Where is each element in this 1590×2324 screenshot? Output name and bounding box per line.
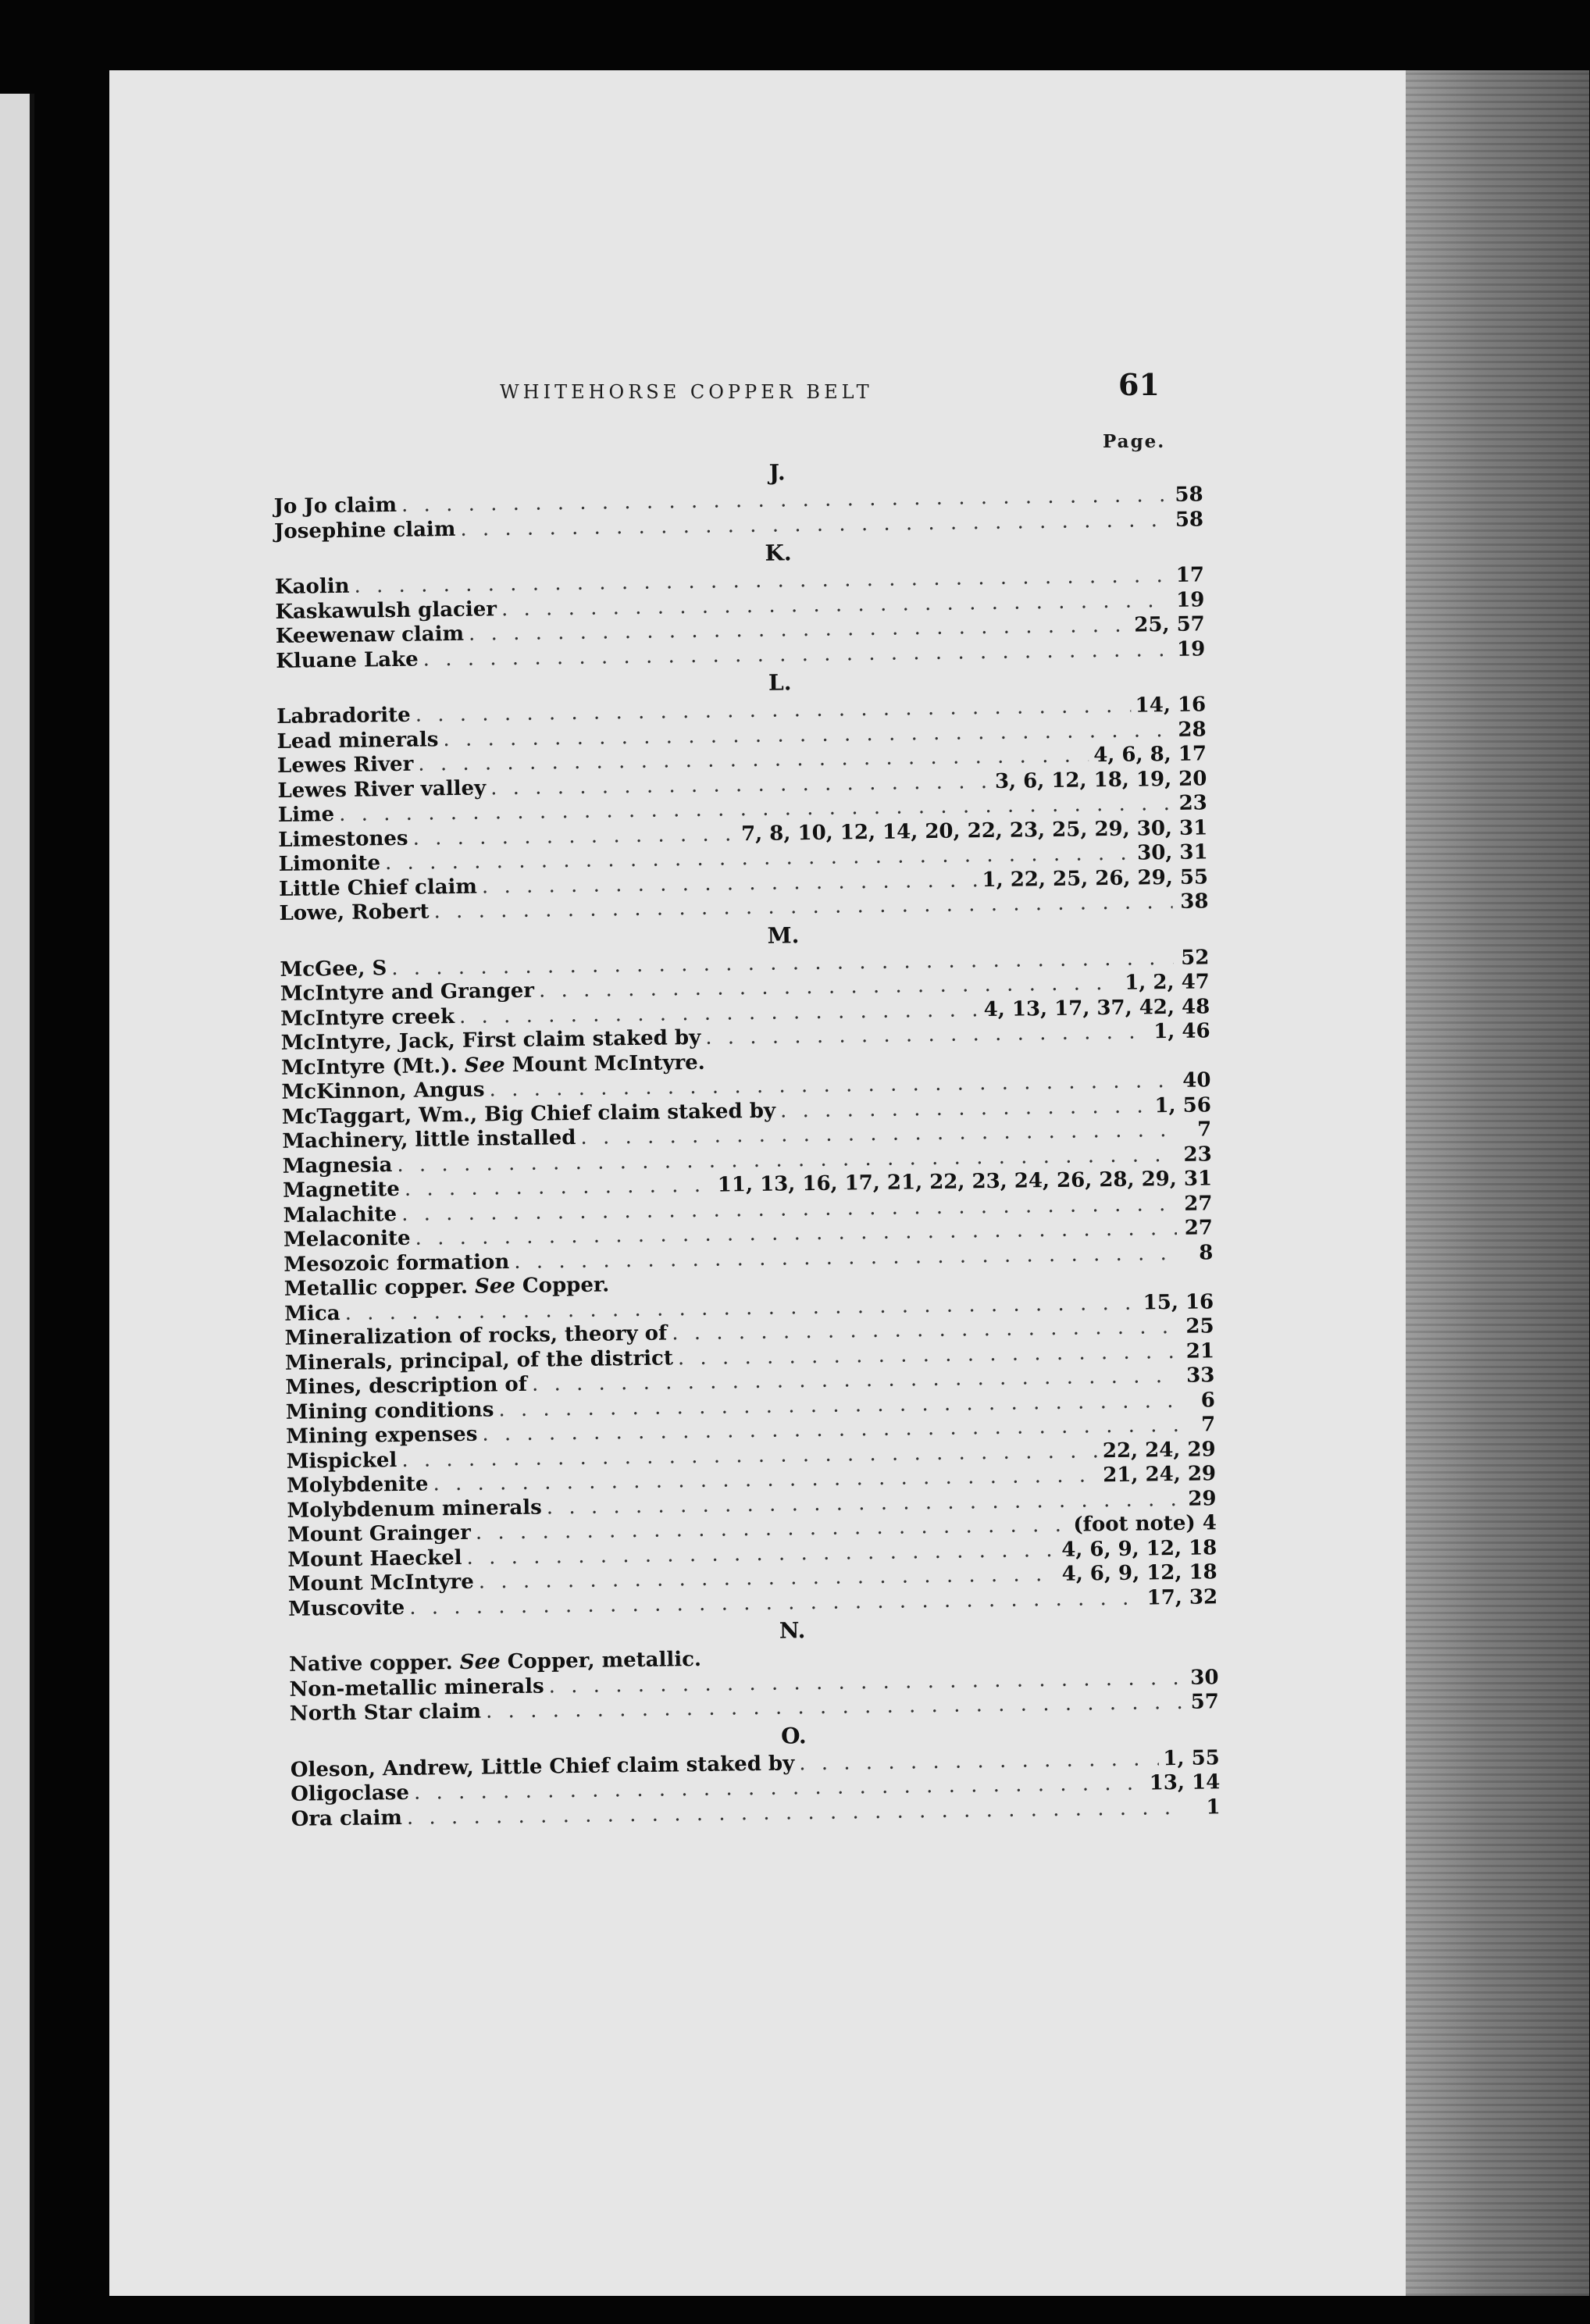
entry-pages: 1, 22, 25, 26, 29, 55 — [982, 864, 1209, 892]
entry-term: Machinery, little installed — [282, 1126, 576, 1153]
entry-pages: 1 — [1206, 1795, 1221, 1820]
cross-reference: Mount McIntyre. — [512, 1050, 705, 1077]
entry-term: Magnesia — [282, 1153, 393, 1178]
entry-term: Metallic copper. — [283, 1274, 469, 1301]
entry-pages: 58 — [1175, 507, 1204, 532]
entry-pages: 21, 24, 29 — [1103, 1462, 1217, 1488]
entry-pages: 40 — [1182, 1068, 1211, 1092]
entry-term: Jo Jo claim — [273, 493, 398, 519]
entry-name — [288, 1595, 405, 1621]
entry-pages: 6 — [1200, 1388, 1215, 1413]
section-letter: J. — [768, 459, 786, 486]
entry-pages: 21 — [1185, 1338, 1215, 1363]
entry-term: Mesozoic formation — [283, 1249, 510, 1277]
dot-leader — [706, 1659, 1182, 1666]
entry-term: Minerals, principal, of the district — [284, 1346, 674, 1375]
entry-name — [280, 1005, 455, 1032]
entry-pages: 58 — [1175, 483, 1203, 507]
section-letter: O. — [780, 1722, 807, 1749]
entry-pages: 4, 13, 17, 37, 42, 48 — [983, 994, 1210, 1021]
entry-name — [283, 1203, 397, 1228]
entry-term: McIntyre, Jack, First claim staked by — [280, 1025, 701, 1055]
entry-pages: 1, 56 — [1154, 1092, 1212, 1117]
entry-term: Lewes River valley — [277, 775, 487, 803]
section-letter: L. — [768, 669, 792, 696]
entry-pages: 22, 24, 29 — [1102, 1437, 1216, 1463]
entry-term: Melaconite — [283, 1226, 411, 1252]
entry-name — [276, 704, 411, 730]
entry-pages — [1179, 1062, 1210, 1063]
section-letter: K. — [765, 540, 792, 566]
entry-name — [286, 1423, 477, 1450]
entry-term: Magnetite — [282, 1177, 401, 1203]
entry-term: Limestones — [278, 826, 408, 852]
entry-term: Mica — [284, 1301, 340, 1326]
entry-term: Non-metallic minerals — [289, 1674, 544, 1702]
entry-pages: 7, 8, 10, 12, 14, 20, 22, 23, 25, 29, 30, 31 — [740, 815, 1208, 846]
entry-name — [275, 597, 497, 625]
entry-term: McKinnon, Angus — [281, 1078, 485, 1104]
entry-name — [279, 851, 381, 877]
entry-name — [287, 1449, 398, 1474]
entry-name — [289, 1674, 544, 1702]
entry-term: Oleson, Andrew, Little Chief claim staked by — [290, 1751, 795, 1782]
entry-name — [288, 1570, 474, 1598]
entry-name — [291, 1781, 409, 1807]
entry-name — [291, 1805, 403, 1831]
page-column-label: Page. — [1103, 431, 1166, 452]
entry-term: Little Chief claim — [278, 875, 478, 901]
entry-term: Malachite — [283, 1202, 398, 1228]
entry-name — [278, 826, 408, 853]
entry-name — [278, 803, 335, 828]
entry-term: Lime — [277, 803, 335, 827]
entry-term: Muscovite — [287, 1595, 405, 1621]
adjacent-page-edge — [30, 94, 34, 2324]
entry-name — [274, 494, 398, 520]
entry-pages: 25 — [1185, 1314, 1214, 1338]
entry-term: Mount McIntyre — [287, 1570, 474, 1596]
entry-term: McTaggart, Wm., Big Chief claim staked by — [281, 1099, 776, 1129]
entry-term: Mines, description of — [285, 1372, 528, 1399]
entry-term: Josephine claim — [273, 517, 456, 544]
entry-pages: 7 — [1200, 1413, 1216, 1437]
entry-term: Mining expenses — [286, 1422, 478, 1449]
dot-leader — [405, 1174, 713, 1203]
entry-term: McGee, S — [280, 956, 387, 982]
entry-name — [283, 1153, 393, 1179]
entry-name — [286, 1398, 494, 1425]
see-reference-word: See — [464, 1053, 505, 1078]
dot-leader — [710, 1062, 1175, 1068]
entry-name — [276, 728, 438, 754]
entry-term: Keewenaw claim — [275, 622, 465, 648]
entry-name — [277, 753, 414, 779]
entry-term: Kluane Lake — [276, 647, 419, 673]
section-letter: N. — [779, 1617, 806, 1644]
entry-name — [279, 875, 477, 902]
entry-term: Lowe, Robert — [279, 900, 430, 925]
see-reference-word: See — [459, 1650, 501, 1675]
entry-pages: (foot note) 4 — [1073, 1511, 1217, 1537]
entry-term: Lewes River — [276, 752, 414, 778]
entry-name — [277, 776, 486, 804]
entry-pages: 17 — [1175, 563, 1205, 587]
entry-pages: 4, 6, 9, 12, 18 — [1061, 1560, 1217, 1586]
entry-name — [276, 622, 465, 650]
entry-pages: 14, 16 — [1135, 693, 1207, 718]
entry-pages: 27 — [1184, 1191, 1213, 1216]
entry-pages: 3, 6, 12, 18, 19, 20 — [994, 766, 1207, 793]
page-stack-edge — [1406, 70, 1589, 2296]
entry-pages: 30, 31 — [1136, 840, 1208, 865]
entry-pages — [1182, 1283, 1214, 1284]
entry-name — [276, 647, 419, 674]
entry-pages: 38 — [1180, 889, 1209, 914]
entry-name — [287, 1473, 429, 1499]
entry-name — [280, 979, 535, 1007]
entry-name — [280, 957, 387, 982]
entry-pages: 4, 6, 8, 17 — [1093, 742, 1207, 768]
entry-name — [287, 1521, 471, 1549]
entry-term: Labradorite — [276, 703, 411, 729]
entry-term: McIntyre and Granger — [280, 978, 535, 1006]
entry-pages: 1, 2, 47 — [1125, 970, 1210, 995]
section-letter: M. — [767, 921, 800, 949]
running-head: WHITEHORSE COPPER BELT — [500, 381, 873, 403]
entry-pages: 30 — [1190, 1665, 1219, 1690]
entry-name — [283, 1178, 400, 1203]
entry-pages: 57 — [1190, 1690, 1220, 1714]
adjacent-page-strip — [0, 94, 30, 2324]
entry-pages: 23 — [1178, 791, 1207, 815]
entry-term: Molybdenum minerals — [287, 1495, 542, 1523]
cross-reference: Copper, metallic. — [507, 1647, 702, 1674]
entry-term: Mispickel — [286, 1448, 398, 1474]
entry-pages: 19 — [1176, 636, 1206, 661]
entry-pages: 19 — [1175, 587, 1205, 612]
entry-pages: 52 — [1180, 945, 1210, 970]
entry-term: Lead minerals — [276, 727, 439, 754]
entry-term: Mount Haeckel — [287, 1545, 462, 1572]
index-list — [273, 451, 1221, 1831]
entry-term: North Star claim — [289, 1699, 482, 1726]
entry-pages: 15, 16 — [1143, 1289, 1214, 1315]
entry-term: Kaskawulsh glacier — [275, 597, 497, 624]
entry-pages: 17, 32 — [1146, 1584, 1218, 1609]
entry-term: Mineralization of rocks, theory of — [284, 1321, 668, 1350]
entry-name — [275, 575, 350, 601]
entry-term: Limonite — [278, 851, 381, 876]
cross-reference: Copper. — [522, 1273, 610, 1298]
entry-term: Native copper. — [288, 1651, 453, 1677]
entry-pages: 33 — [1186, 1363, 1215, 1388]
entry-name — [283, 1227, 411, 1253]
entry-name — [290, 1700, 482, 1727]
see-reference-word: See — [474, 1274, 516, 1299]
entry-pages: 27 — [1184, 1216, 1214, 1240]
entry-pages: 1, 46 — [1153, 1019, 1210, 1044]
entry-term: Mining conditions — [285, 1397, 494, 1424]
entry-pages: 13, 14 — [1149, 1770, 1221, 1795]
entry-term: McIntyre creek — [280, 1004, 455, 1031]
page-number: 61 — [1118, 367, 1160, 402]
entry-name — [284, 1301, 340, 1326]
entry-pages: 11, 13, 16, 17, 21, 22, 23, 24, 26, 28, 29, 31 — [717, 1167, 1213, 1197]
entry-name — [283, 1250, 509, 1278]
entry-pages: 25, 57 — [1134, 612, 1205, 637]
entry-term: Oligoclase — [291, 1780, 410, 1806]
entry-name — [281, 1078, 484, 1106]
entry-name — [287, 1495, 542, 1524]
entry-term: Ora claim — [291, 1805, 403, 1831]
entry-term: McIntyre (Mt.). — [280, 1053, 458, 1080]
entry-pages: 28 — [1178, 717, 1207, 742]
entry-name — [282, 1126, 576, 1154]
entry-term: Kaolin — [274, 574, 350, 599]
entry-name — [287, 1545, 462, 1572]
entry-name — [279, 900, 429, 926]
entry-pages: 4, 6, 9, 12, 18 — [1061, 1535, 1217, 1562]
entry-term: Mount Grainger — [287, 1520, 472, 1547]
entry-name — [285, 1373, 527, 1401]
entry-term: Molybdenite — [286, 1472, 429, 1498]
entry-pages: 1, 55 — [1163, 1745, 1220, 1770]
entry-name — [274, 517, 456, 544]
entry-pages: 8 — [1199, 1240, 1214, 1265]
dot-leader — [614, 1284, 1177, 1291]
entry-pages: 23 — [1183, 1142, 1212, 1167]
entry-pages: 7 — [1196, 1117, 1212, 1142]
entry-pages: 29 — [1188, 1486, 1217, 1511]
